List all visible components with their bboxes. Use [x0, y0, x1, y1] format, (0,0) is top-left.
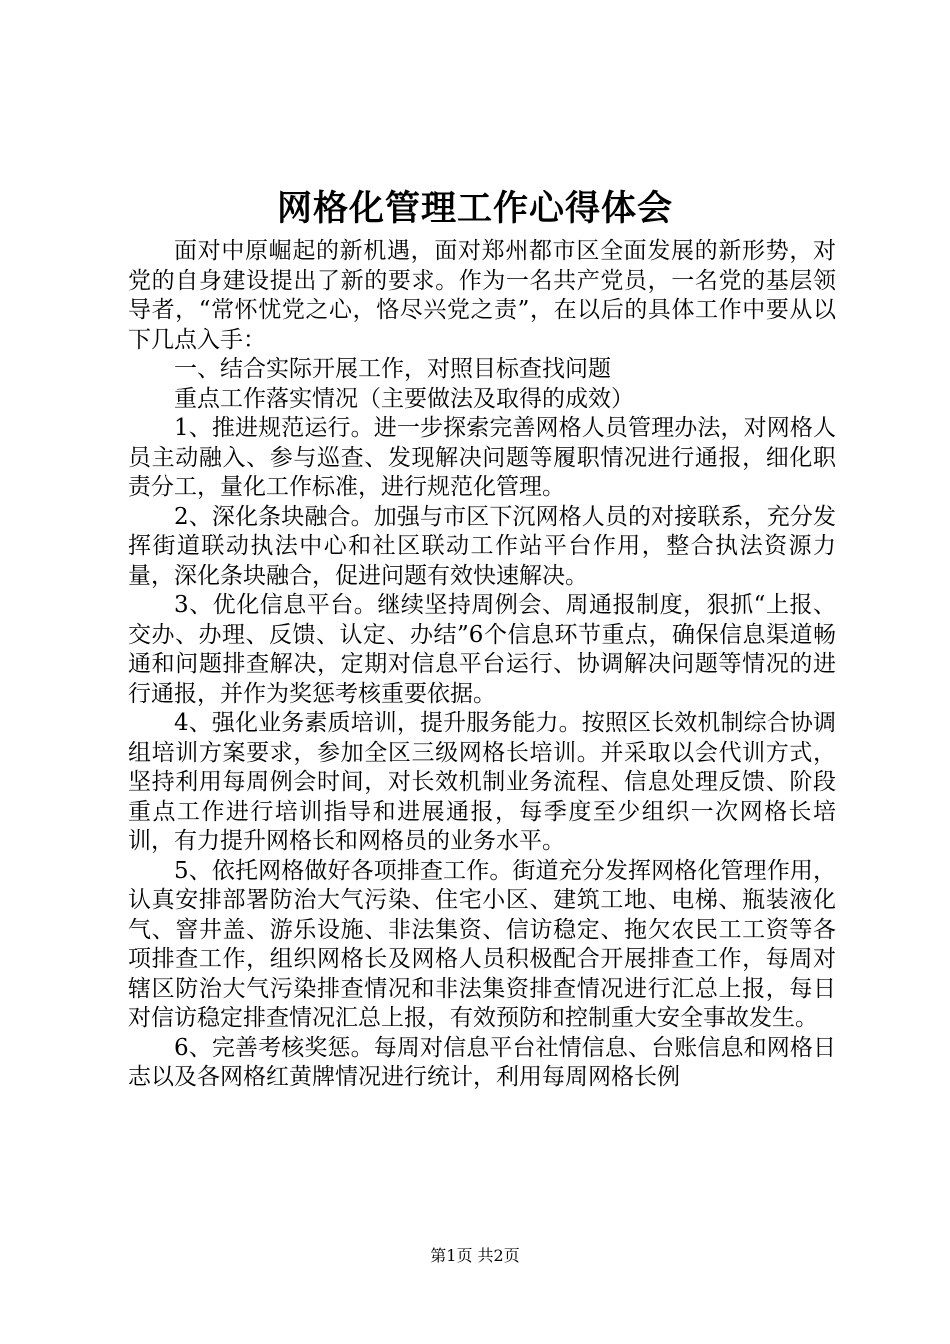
page-number-footer: 第1页 共2页: [430, 1246, 520, 1265]
paragraph-item-2: 2、深化条块融合。加强与市区下沉网格人员的对接联系，充分发挥街道联动执法中心和社区联动工作站平台作用，整合执法资源力量，深化条块融合，促进问题有效快速解决。: [128, 503, 836, 589]
document-title: 网格化管理工作心得体会: [276, 188, 673, 229]
document-body: [128, 237, 836, 1093]
paragraph-subheading: 重点工作落实情况（主要做法及取得的成效）: [174, 385, 634, 412]
paragraph-item-3: 3、优化信息平台。继续坚持周例会、周通报制度，狠抓“上报、交办、办理、反馈、认定、办结”6个信息环节重点，确保信息渠道畅通和问题排查解决，定期对信息平台运行、协调解决问题等情况的进行通报，并作为奖惩考核重要依据。: [128, 592, 836, 707]
paragraph-intro: 面对中原崛起的新机遇，面对郑州都市区全面发展的新形势，对党的自身建设提出了新的要求。作为一名共产党员，一名党的基层领导者，“常怀忧党之心，恪尽兴党之责”，在以后的具体工作中要从以下几点入手：: [128, 238, 836, 353]
paragraph-item-6: 6、完善考核奖惩。每周对信息平台社情信息、台账信息和网格日志以及各网格红黄牌情况进行统计，利用每周网格长例: [128, 1034, 836, 1090]
paragraph-item-5: 5、依托网格做好各项排查工作。街道充分发挥网格化管理作用，认真安排部署防治大气污染、住宅小区、建筑工地、电梯、瓶装液化气、窨井盖、游乐设施、非法集资、信访稳定、拖欠农民工工资等各项排查工作，组织网格长及网格人员积极配合开展排查工作，每周对辖区防治大气污染排查情况和非法集资排查情况进行汇总上报，每日对信访稳定排查情况汇总上报，有效预防和控制重大安全事故发生。: [128, 857, 836, 1031]
paragraph-item-4: 4、强化业务素质培训，提升服务能力。按照区长效机制综合协调组培训方案要求，参加全区三级网格长培训。并采取以会代训方式，坚持利用每周例会时间，对长效机制业务流程、信息处理反馈、阶段重点工作进行培训指导和进展通报，每季度至少组织一次网格长培训，有力提升网格长和网格员的业务水平。: [128, 710, 836, 854]
paragraph-item-1: 1、推进规范运行。进一步探索完善网格人员管理办法，对网格人员主动融入、参与巡查、发现解决问题等履职情况进行通报，细化职责分工，量化工作标准，进行规范化管理。: [128, 415, 836, 500]
paragraph-section-heading: 一、结合实际开展工作，对照目标查找问题: [174, 356, 611, 382]
